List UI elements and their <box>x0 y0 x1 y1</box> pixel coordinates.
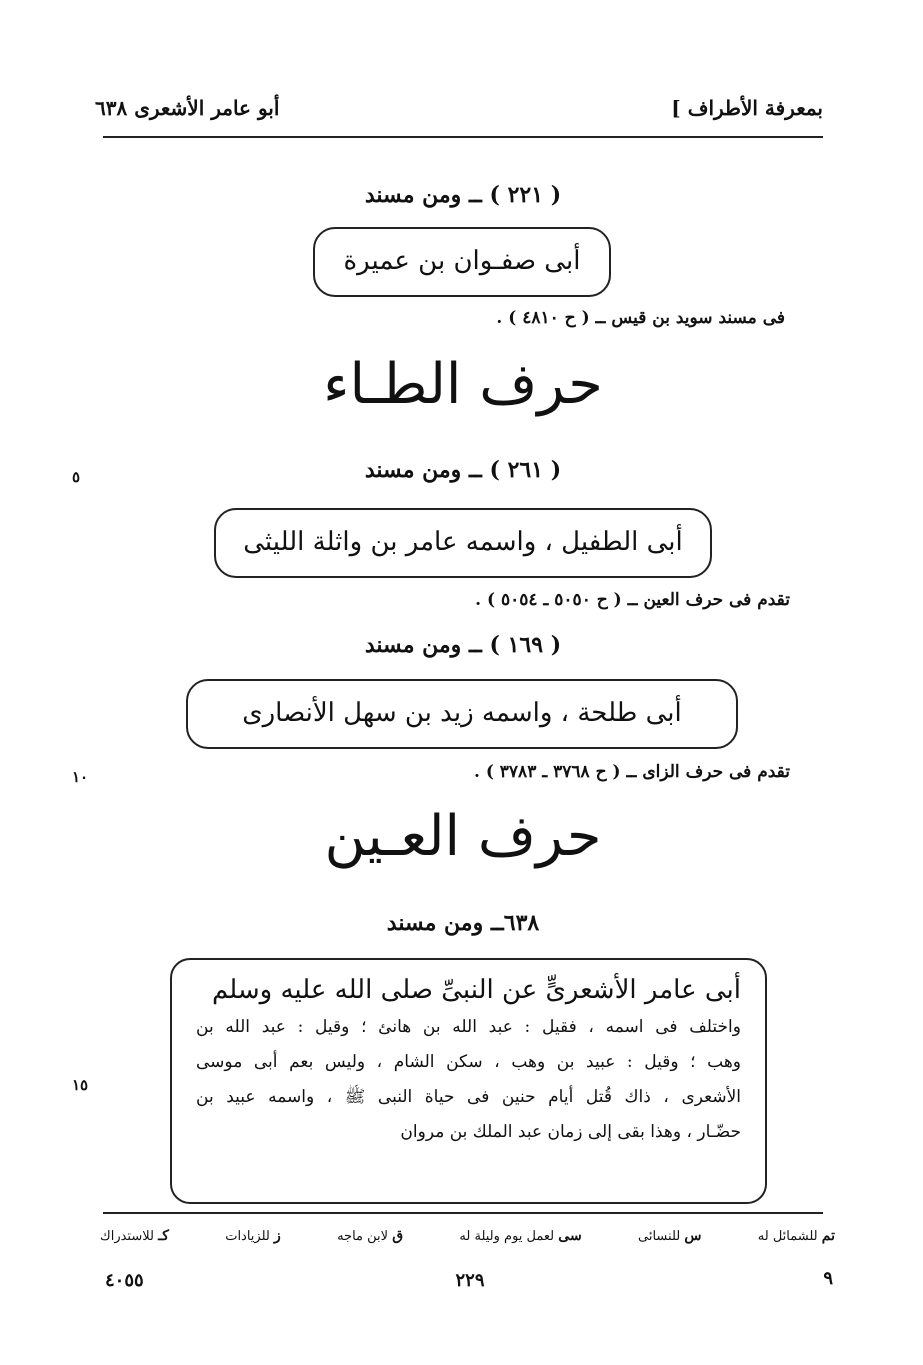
abbreviation-symbol: سى <box>558 1228 582 1244</box>
letter-heading-taa: حرف الطـاء <box>323 352 603 417</box>
abbreviation-item <box>638 1228 701 1244</box>
line-number: ١٥ <box>72 1076 89 1094</box>
abbreviation-item <box>459 1228 581 1244</box>
entry-heading: ( ١٦٩ ) ــ ومن مسند <box>364 632 562 658</box>
abbreviation-item <box>758 1228 835 1244</box>
line-number: ٥ <box>72 468 81 486</box>
abbreviation-symbol: تم <box>821 1228 835 1244</box>
header-rule <box>103 136 823 138</box>
entry-note: تقدم فى حرف العين ــ ( ح ٥٠٥٠ ـ ٥٠٥٤ ) . <box>475 590 790 610</box>
abbreviation-item <box>225 1228 281 1244</box>
main-entry-box <box>170 958 767 1204</box>
main-entry-line: الأشعرى ، ذاك قُتل أيام حنين فى حياة النبى ﷺ ، واسمه عبيد بن <box>196 1087 741 1107</box>
abbreviation-text: للشمائل له <box>757 1229 818 1244</box>
entry-heading: ( ٢٢١ ) ــ ومن مسند <box>364 182 562 208</box>
footer-rule <box>103 1212 823 1214</box>
abbreviation-symbol: ز <box>274 1228 281 1244</box>
entry-name-box: أبى الطفيل ، واسمه عامر بن واثلة الليثى <box>214 508 712 578</box>
page-number: ٢٢٩ <box>455 1270 485 1291</box>
footer-running-number: ٤٠٥٥ <box>105 1270 144 1291</box>
entry-heading: ( ٢٦١ ) ــ ومن مسند <box>364 457 562 483</box>
abbreviation-symbol: ق <box>392 1228 404 1244</box>
main-entry-heading: ٦٣٨ــ ومن مسند <box>386 910 540 936</box>
abbreviation-item <box>337 1228 403 1244</box>
entry-name-box: أبى صفـوان بن عميرة <box>313 227 611 297</box>
letter-heading-ain: حرف العـين <box>324 804 602 869</box>
volume-number: ٩ <box>823 1268 833 1289</box>
abbreviation-symbol: كـ <box>158 1228 169 1244</box>
abbreviation-text: لعمل يوم وليلة له <box>459 1229 555 1244</box>
line-number: ١٠ <box>72 768 89 786</box>
abbreviation-item <box>100 1228 169 1244</box>
abbreviation-text: للاستدراك <box>100 1229 154 1244</box>
entry-note: تقدم فى حرف الزاى ــ ( ح ٣٧٦٨ ـ ٣٧٨٣ ) . <box>473 762 790 782</box>
abbreviation-symbol: س <box>684 1228 702 1244</box>
running-header-right: بمعرفة الأطراف ] <box>671 96 823 120</box>
abbreviation-key <box>100 1228 835 1244</box>
abbreviation-text: للزيادات <box>225 1229 270 1244</box>
abbreviation-text: لابن ماجه <box>337 1229 389 1244</box>
abbreviation-text: للنسائى <box>638 1229 681 1244</box>
running-header-left: أبو عامر الأشعرى ٦٣٨ <box>95 96 280 120</box>
main-entry-title: أبى عامر الأشعرىٍّ عن النبىِّ صلى الله عليه وسلم <box>211 975 741 1005</box>
main-entry-line: حضّـار ، وهذا بقى إلى زمان عبد الملك بن مروان <box>400 1122 741 1142</box>
entry-name-box: أبى طلحة ، واسمه زيد بن سهل الأنصارى <box>186 679 738 749</box>
main-entry-line: واختلف فى اسمه ، فقيل : عبد الله بن هانئ ؛ وقيل : عبد الله بن <box>196 1017 741 1037</box>
main-entry-line: وهب ؛ وقيل : عبيد بن وهب ، سكن الشام ، وليس بعم أبى موسى <box>196 1052 741 1072</box>
entry-note: فى مسند سويد بن قيس ــ ( ح ٤٨١٠ ) . <box>496 308 785 328</box>
